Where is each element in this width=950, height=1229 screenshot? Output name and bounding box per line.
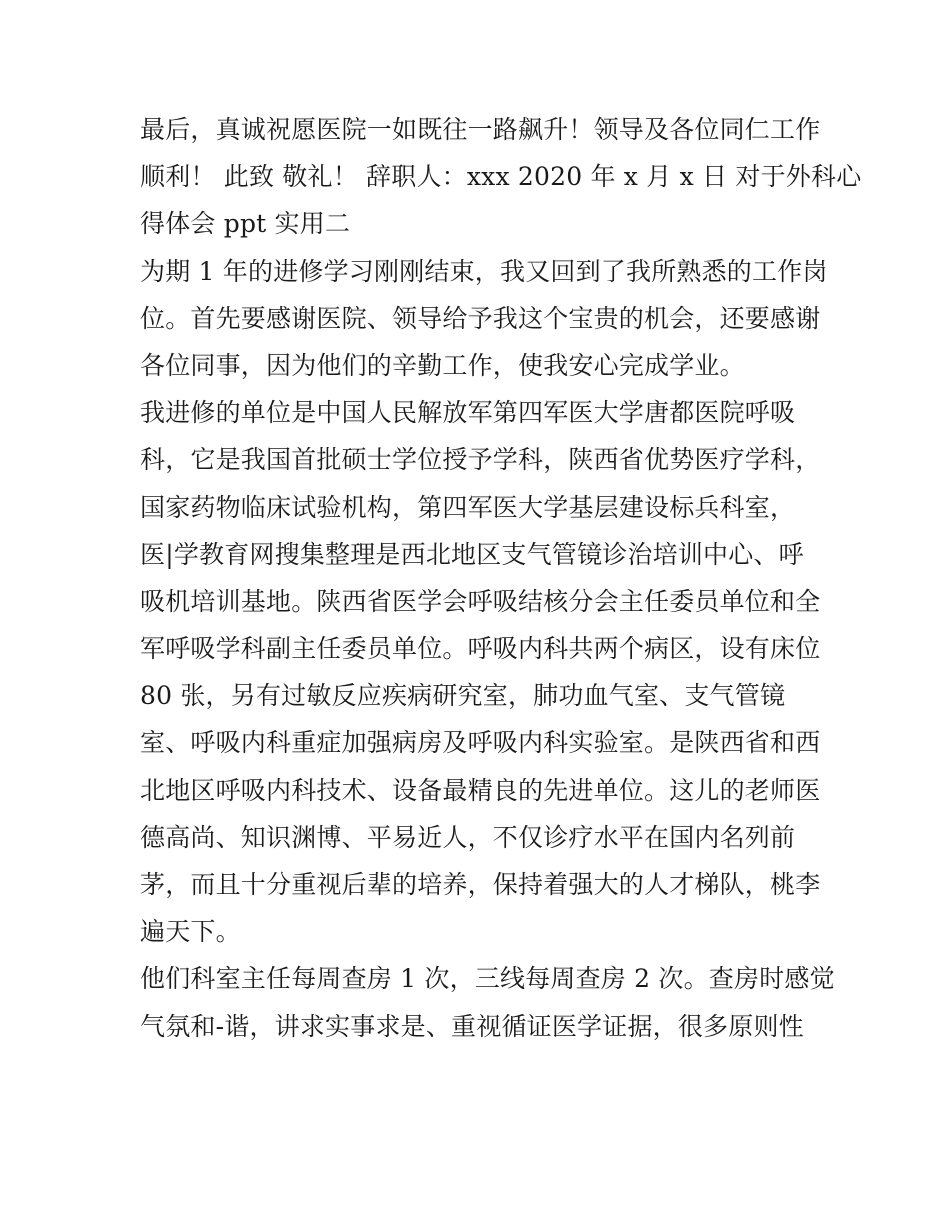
text-line: 室、呼吸内科重症加强病房及呼吸内科实验室。是陕西省和西 xyxy=(140,728,821,758)
text-line: 得体会 ppt 实用二 xyxy=(140,209,351,239)
text-line: 我进修的单位是中国人民解放军第四军医大学唐都医院呼吸 xyxy=(140,398,796,428)
paragraph-ward-rounds xyxy=(140,955,835,1049)
document-body xyxy=(140,106,862,1050)
text-line: 他们科室主任每周查房 1 次，三线每周查房 2 次。查房时感觉 xyxy=(140,964,835,994)
text-line: 最后，真诚祝愿医院一如既往一路飙升！领导及各位同仁工作 xyxy=(140,115,821,144)
text-line: 各位同事，因为他们的辛勤工作，使我安心完成学业。 xyxy=(140,350,745,380)
text-line: 顺利！ 此致 敬礼！ 辞职人：xxx 2020 年 x 月 x 日 对于外科心 xyxy=(140,162,862,192)
text-line: 茅，而且十分重视后辈的培养，保持着强大的人才梯队，桃李 xyxy=(140,870,821,899)
text-line: 遍天下。 xyxy=(140,917,241,947)
paragraph-intro xyxy=(140,248,828,390)
text-line: 吸机培训基地。陕西省医学会呼吸结核分会主任委员单位和全 xyxy=(140,586,821,616)
text-line: 医|学教育网搜集整理是西北地区支气管镜诊治培训中心、呼 xyxy=(140,539,804,569)
text-line: 为期 1 年的进修学习刚刚结束，我又回到了我所熟悉的工作岗 xyxy=(140,256,828,286)
text-line: 位。首先要感谢医院、领导给予我这个宝贵的机会，还要感谢 xyxy=(140,303,821,333)
paragraph-unit-description xyxy=(140,389,820,955)
text-line: 气氛和-谐，讲求实事求是、重视循证医学证据，很多原则性 xyxy=(140,1011,804,1041)
text-line: 国家药物临床试验机构，第四军医大学基层建设标兵科室， xyxy=(140,492,796,522)
text-line: 80 张，另有过敏反应疾病研究室，肺功血气室、支气管镜 xyxy=(140,681,786,711)
paragraph-closing xyxy=(140,106,862,248)
text-line: 科，它是我国首批硕士学位授予学科，陕西省优势医疗学科， xyxy=(140,445,821,475)
text-line: 北地区呼吸内科技术、设备最精良的先进单位。这儿的老师医 xyxy=(140,775,821,805)
text-line: 军呼吸学科副主任委员单位。呼吸内科共两个病区，设有床位 xyxy=(140,634,821,664)
text-line: 德高尚、知识渊博、平易近人，不仅诊疗水平在国内名列前 xyxy=(140,822,796,852)
